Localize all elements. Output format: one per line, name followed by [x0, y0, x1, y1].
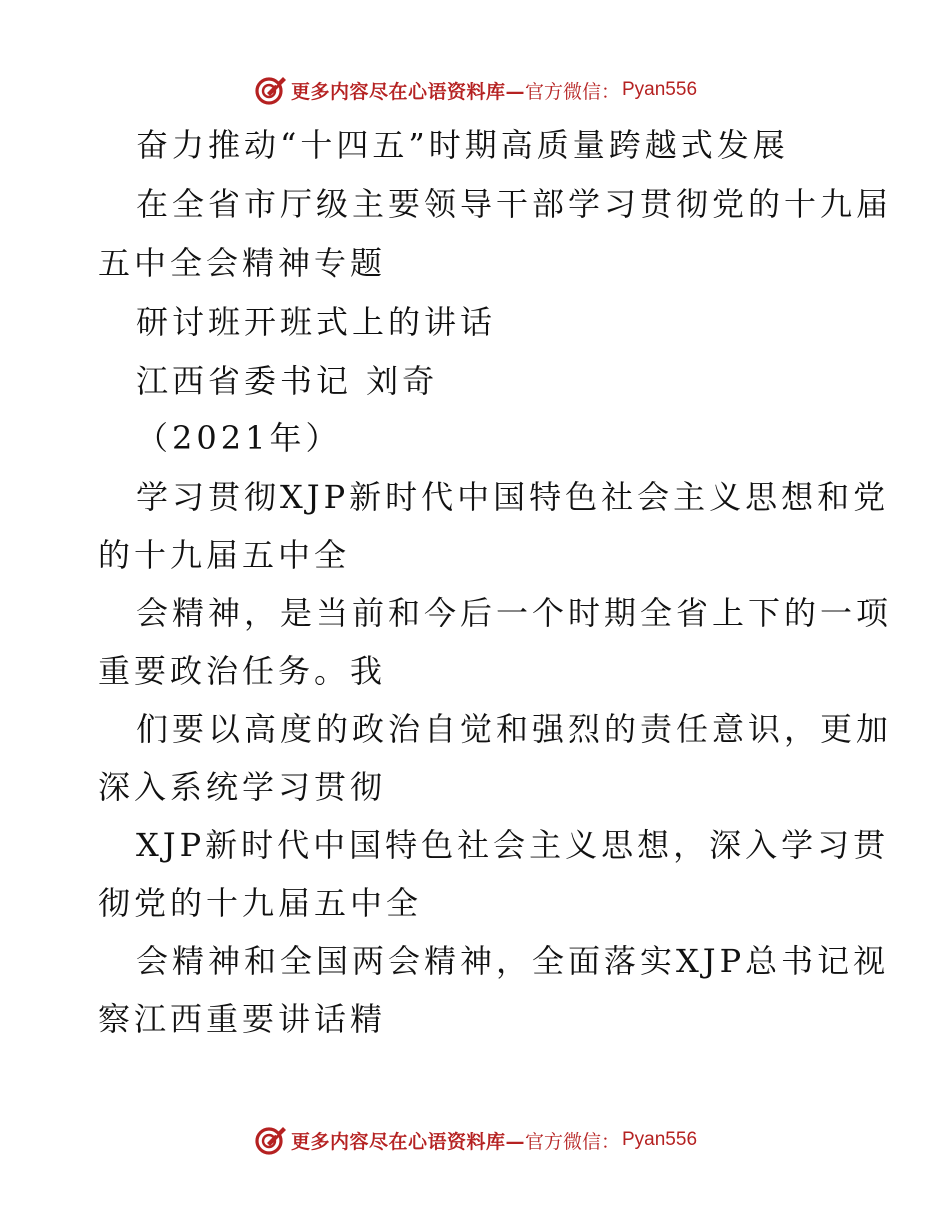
paragraph-line: XJP新时代中国特色社会主义思想，深入学习贯	[136, 826, 890, 864]
document-author: 江西省委书记 刘奇	[136, 362, 439, 400]
document-subtitle-3: 研讨班开班式上的讲话	[136, 303, 497, 341]
red-swirl-logo-icon	[253, 1122, 289, 1158]
paragraph-line: 的十九届五中全	[98, 536, 351, 574]
footer-banner-text: 更多内容尽在心语资料库—	[290, 1130, 525, 1153]
footer-banner	[0, 1120, 950, 1160]
document-subtitle-1: 在全省市厅级主要领导干部学习贯彻党的十九届	[136, 185, 893, 223]
paragraph-line: 学习贯彻XJP新时代中国特色社会主义思想和党	[136, 478, 890, 516]
paragraph-line: 深入系统学习贯彻	[98, 768, 387, 806]
header-banner	[0, 70, 950, 110]
document-title: 奋力推动“十四五”时期高质量跨越式发展	[136, 126, 789, 164]
header-banner-text: 更多内容尽在心语资料库—	[290, 80, 525, 103]
footer-banner-wechat-id: Pyan556	[622, 1129, 698, 1150]
paragraph-line: 们要以高度的政治自觉和强烈的责任意识，更加	[136, 710, 893, 748]
footer-banner-wechat-label: 官方微信：	[524, 1130, 620, 1153]
paragraph-line: 重要政治任务。我	[98, 652, 387, 690]
paragraph-line: 会精神，是当前和今后一个时期全省上下的一项	[136, 594, 893, 632]
paragraph-line: 会精神和全国两会精神，全面落实XJP总书记视	[136, 942, 890, 980]
header-banner-wechat-label: 官方微信：	[524, 80, 620, 103]
header-banner-wechat-id: Pyan556	[622, 79, 698, 100]
paragraph-line: 彻党的十九届五中全	[98, 884, 423, 922]
document-subtitle-2: 五中全会精神专题	[98, 244, 387, 282]
document-year: （2021年）	[136, 419, 342, 457]
red-swirl-logo-icon	[253, 72, 289, 108]
paragraph-line: 察江西重要讲话精	[98, 1000, 387, 1038]
